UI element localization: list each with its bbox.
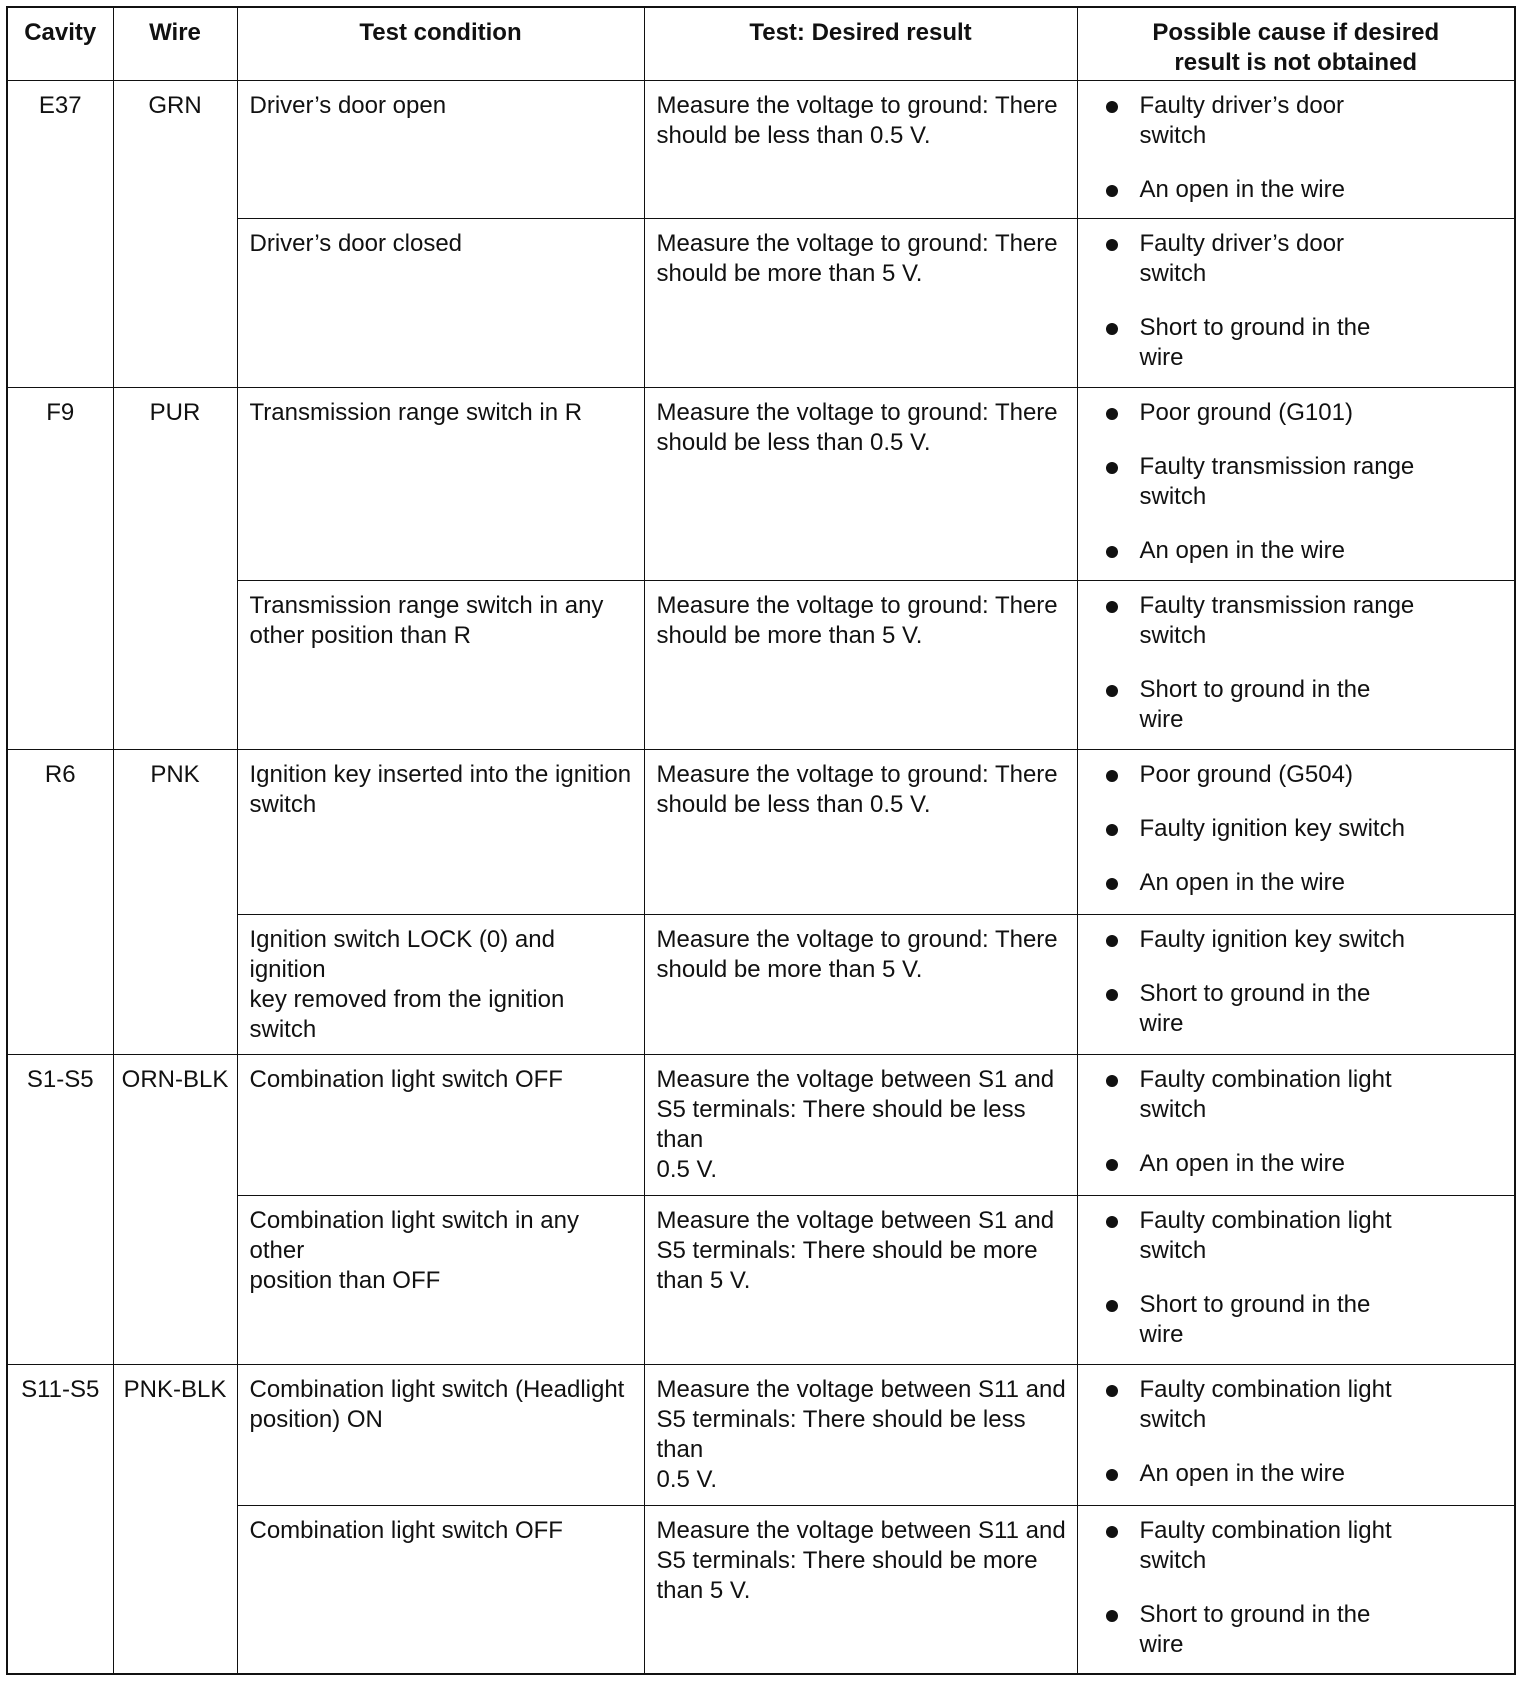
test-condition-cell: Combination light switch OFF xyxy=(237,1055,644,1196)
cause-list xyxy=(1078,760,1507,898)
cause-list-item: Short to ground in the wire xyxy=(1078,1600,1507,1660)
cause-list xyxy=(1078,1375,1507,1489)
desired-result-cell: Measure the voltage to ground: There should be less than 0.5 V. xyxy=(644,750,1077,914)
test-condition-cell: Ignition switch LOCK (0) and ignition key removed from the ignition switch xyxy=(237,914,644,1055)
header-row xyxy=(7,7,1515,80)
desired-result-cell: Measure the voltage to ground: There should be more than 5 V. xyxy=(644,914,1077,1055)
wire-cell: ORN-BLK xyxy=(113,1055,237,1365)
cause-list-item: Poor ground (G101) xyxy=(1078,398,1507,428)
table-row xyxy=(7,750,1515,914)
header-possible-cause: Possible cause if desired result is not obtained xyxy=(1077,7,1515,80)
cavity-cell: S11-S5 xyxy=(7,1364,113,1674)
test-condition-cell: Ignition key inserted into the ignition switch xyxy=(237,750,644,914)
possible-cause-cell xyxy=(1077,1055,1515,1196)
cause-list-item: Short to ground in the wire xyxy=(1078,313,1507,373)
cause-list xyxy=(1078,1065,1507,1179)
cause-list-item: An open in the wire xyxy=(1078,1459,1507,1489)
desired-result-cell: Measure the voltage to ground: There should be more than 5 V. xyxy=(644,219,1077,388)
desired-result-cell: Measure the voltage between S1 and S5 terminals: There should be more than 5 V. xyxy=(644,1196,1077,1365)
wire-cell: PNK xyxy=(113,750,237,1055)
cause-list-item: Faulty transmission range switch xyxy=(1078,591,1507,651)
cause-list-item: Short to ground in the wire xyxy=(1078,675,1507,735)
cause-list-item: Faulty driver’s door switch xyxy=(1078,229,1507,289)
header-desired-result: Test: Desired result xyxy=(644,7,1077,80)
wire-cell: GRN xyxy=(113,80,237,387)
cause-list-item: Faulty transmission range switch xyxy=(1078,452,1507,512)
cause-list-item: Faulty combination light switch xyxy=(1078,1516,1507,1576)
possible-cause-cell xyxy=(1077,581,1515,750)
possible-cause-cell xyxy=(1077,914,1515,1055)
table-body xyxy=(7,80,1515,1674)
header-test-condition: Test condition xyxy=(237,7,644,80)
cavity-cell: S1-S5 xyxy=(7,1055,113,1365)
desired-result-cell: Measure the voltage to ground: There should be less than 0.5 V. xyxy=(644,387,1077,580)
possible-cause-cell xyxy=(1077,387,1515,580)
cause-list-item: An open in the wire xyxy=(1078,175,1507,205)
cause-list-item: Short to ground in the wire xyxy=(1078,979,1507,1039)
cavity-cell: E37 xyxy=(7,80,113,387)
diagnostic-table xyxy=(6,6,1516,1675)
test-condition-cell: Driver’s door open xyxy=(237,80,644,219)
possible-cause-cell xyxy=(1077,1196,1515,1365)
cause-list xyxy=(1078,229,1507,373)
cause-list-item: Faulty driver’s door switch xyxy=(1078,91,1507,151)
cause-list xyxy=(1078,398,1507,566)
possible-cause-cell xyxy=(1077,1364,1515,1505)
table-row xyxy=(7,80,1515,219)
cause-list xyxy=(1078,1516,1507,1660)
cause-list-item: Short to ground in the wire xyxy=(1078,1290,1507,1350)
desired-result-cell: Measure the voltage to ground: There should be less than 0.5 V. xyxy=(644,80,1077,219)
cavity-cell: F9 xyxy=(7,387,113,749)
desired-result-cell: Measure the voltage between S11 and S5 terminals: There should be less than 0.5 V. xyxy=(644,1364,1077,1505)
test-condition-cell: Combination light switch (Headlight position) ON xyxy=(237,1364,644,1505)
cavity-cell: R6 xyxy=(7,750,113,1055)
cause-list-item: Faulty combination light switch xyxy=(1078,1206,1507,1266)
header-wire: Wire xyxy=(113,7,237,80)
wire-cell: PUR xyxy=(113,387,237,749)
cause-list xyxy=(1078,1206,1507,1350)
desired-result-cell: Measure the voltage to ground: There should be more than 5 V. xyxy=(644,581,1077,750)
table-row xyxy=(7,1055,1515,1196)
header-cavity: Cavity xyxy=(7,7,113,80)
test-condition-cell: Combination light switch in any other position than OFF xyxy=(237,1196,644,1365)
table-row xyxy=(7,387,1515,580)
cause-list-item: Faulty ignition key switch xyxy=(1078,814,1507,844)
test-condition-cell: Driver’s door closed xyxy=(237,219,644,388)
desired-result-cell: Measure the voltage between S11 and S5 terminals: There should be more than 5 V. xyxy=(644,1505,1077,1674)
cause-list-item: An open in the wire xyxy=(1078,536,1507,566)
wire-cell: PNK-BLK xyxy=(113,1364,237,1674)
test-condition-cell: Transmission range switch in any other position than R xyxy=(237,581,644,750)
cause-list-item: An open in the wire xyxy=(1078,1149,1507,1179)
possible-cause-cell xyxy=(1077,1505,1515,1674)
possible-cause-cell xyxy=(1077,80,1515,219)
cause-list-item: Faulty ignition key switch xyxy=(1078,925,1507,955)
cause-list xyxy=(1078,91,1507,205)
cause-list-item: Faulty combination light switch xyxy=(1078,1375,1507,1435)
cause-list-item: Faulty combination light switch xyxy=(1078,1065,1507,1125)
cause-list-item: Poor ground (G504) xyxy=(1078,760,1507,790)
test-condition-cell: Combination light switch OFF xyxy=(237,1505,644,1674)
possible-cause-cell xyxy=(1077,750,1515,914)
cause-list xyxy=(1078,925,1507,1039)
cause-list xyxy=(1078,591,1507,735)
cause-list-item: An open in the wire xyxy=(1078,868,1507,898)
test-condition-cell: Transmission range switch in R xyxy=(237,387,644,580)
desired-result-cell: Measure the voltage between S1 and S5 terminals: There should be less than 0.5 V. xyxy=(644,1055,1077,1196)
table-row xyxy=(7,1364,1515,1505)
possible-cause-cell xyxy=(1077,219,1515,388)
